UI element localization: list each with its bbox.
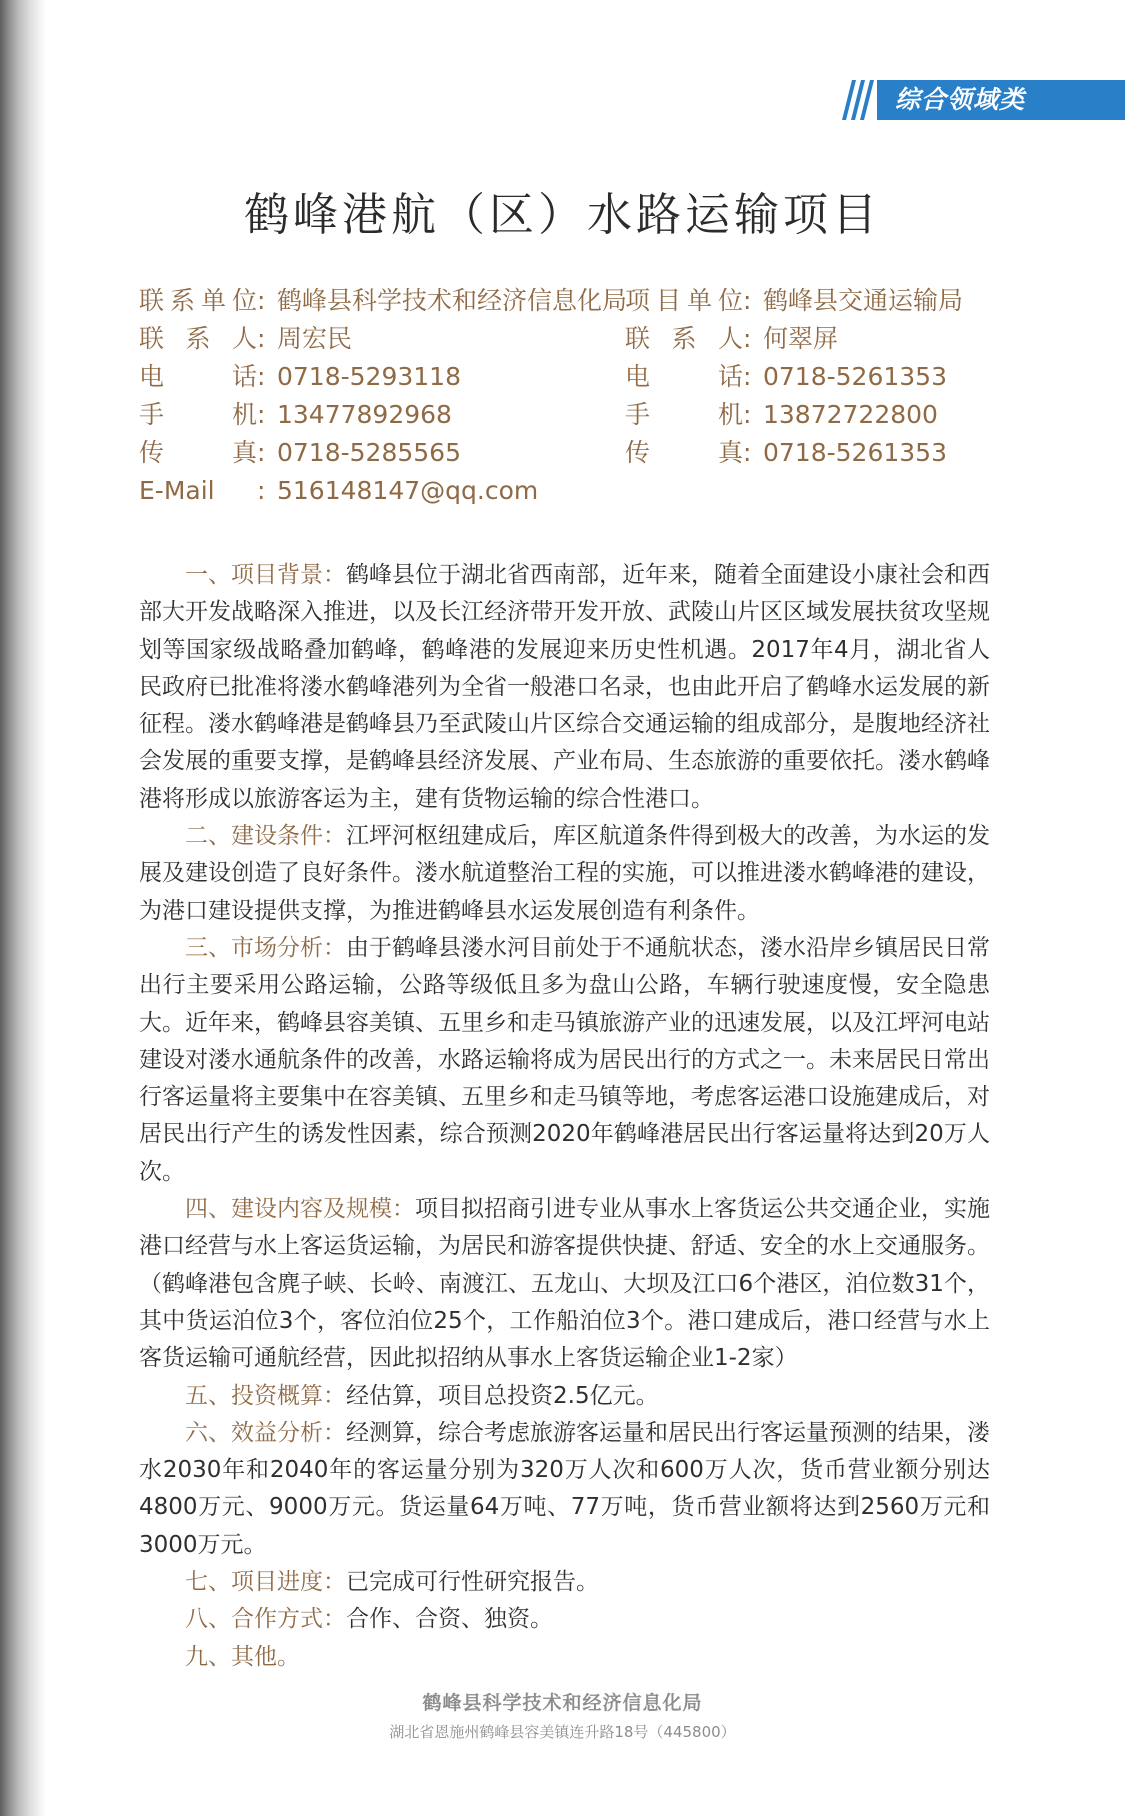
section-heading: 二、建设条件： [185,823,346,850]
project-description [139,557,990,1676]
section-text: 项目拟招商引进专业从事水上客货运公共交通企业，实施港口经营与水上客运货运输，为居民和游客提供快捷、舒适、安全的水上交通服务。（鹤峰港包含麂子峡、长岭、南渡江、五龙山、大坝及江口6个港区，泊位数31个，其中货运泊位3个，客位泊位25个，工作船泊位3个。港口建成后，港口经营与水上客货运输可通航经营，因此拟招纳从事水上客货运输企业1-2家） [139,1196,990,1372]
section-background [139,557,990,818]
section-heading: 三、市场分析： [185,934,346,961]
section-heading: 一、项目背景： [185,562,346,588]
page-title: 鹤峰港航（区）水路运输项目 [243,188,881,241]
contact-value: 0718-5261353 [763,362,947,391]
section-text: 江坪河枢纽建成后，库区航道条件得到极大的改善，为水运的发展及建设创造了良好条件。溇水航道整治工程的实施，可以推进溇水鹤峰港的建设，为港口建设提供支撑，为推进鹤峰县水运发展创造有利条件。 [139,823,990,924]
footer-organization: 鹤峰县科学技术和经济信息化局 [422,1692,703,1714]
contact-value: 鹤峰县交通运输局 [763,286,964,315]
section-scope [139,1191,990,1377]
page-binding-shadow [0,0,46,1816]
contact-value: 13872722800 [763,400,938,429]
contact-label: 手机 [139,400,257,429]
section-text: 经测算，综合考虑旅游客运量和居民出行客运量预测的结果，溇水2030年和2040年的客运量分别为320万人次和600万人次，货币营业额分别达4800万元、9000万元。货运量64万吨、77万吨，货币营业额将达到2560万元和3000万元。 [139,1419,990,1558]
section-text: 合作、合资、独资。 [346,1606,553,1633]
contact-value: 鹤峰县科学技术和经济信息化局 [277,286,628,315]
section-progress [139,1564,990,1601]
section-market [139,930,990,1191]
contact-value: 0718-5285565 [277,438,461,467]
section-heading: 六、效益分析： [185,1419,346,1446]
contact-value: 0718-5293118 [277,362,461,391]
contact-label: 传真 [139,438,257,467]
category-tag-label: 综合领域类 [877,80,1125,120]
section-other [139,1639,990,1676]
section-conditions [139,818,990,930]
section-heading: 四、建设内容及规模： [185,1196,415,1223]
category-tag [843,80,1125,120]
section-text: 经估算，项目总投资2.5亿元。 [346,1382,659,1409]
contact-value: 0718-5261353 [763,438,947,467]
contact-label: 联系人 [139,324,257,353]
page-footer [0,1688,1125,1742]
contact-value: 何翠屏 [763,324,839,353]
contact-label: E-Mail [139,476,215,505]
section-investment [139,1378,990,1415]
contact-label: 联系单位 [139,286,257,315]
section-text: 由于鹤峰县溇水河目前处于不通航状态，溇水沿岸乡镇居民日常出行主要采用公路运输，公路等级低且多为盘山公路，车辆行驶速度慢，安全隐患大。近年来，鹤峰县容美镇、五里乡和走马镇旅游产业的迅速发展，以及江坪河电站建设对溇水通航条件的改善，水路运输将成为居民出行的方式之一。未来居民日常出行客运量将主要集中在容美镇、五里乡和走马镇等地，考虑客运港口设施建成后，对居民出行产生的诱发性因素，综合预测2020年鹤峰港居民出行客运量将达到20万人次。 [139,934,990,1185]
email-link[interactable]: 516148147@qq.com [277,476,539,505]
contact-value: 13477892968 [277,400,452,429]
section-cooperation [139,1601,990,1638]
section-heading: 八、合作方式： [185,1606,346,1633]
contact-value: 周宏民 [277,324,353,353]
section-heading: 九、其他。 [185,1643,300,1670]
section-heading: 七、项目进度： [185,1569,346,1596]
section-benefits [139,1415,990,1564]
footer-address: 湖北省恩施州鹤峰县容美镇连升路18号（445800） [389,1723,736,1741]
contact-label: 电话 [625,362,743,391]
section-heading: 五、投资概算： [185,1382,346,1409]
contact-label: 传真 [625,438,743,467]
contact-label: 项目单位 [625,286,743,315]
contact-label: 手机 [625,400,743,429]
section-text: 已完成可行性研究报告。 [346,1569,599,1596]
contact-label: 电话 [139,362,257,391]
section-text: 鹤峰县位于湖北省西南部，近年来，随着全面建设小康社会和西部大开发战略深入推进，以及长江经济带开发开放、武陵山片区区域发展扶贫攻坚规划等国家级战略叠加鹤峰，鹤峰港的发展迎来历史性机遇。2017年4月，湖北省人民政府已批准将溇水鹤峰港列为全省一般港口名录，也由此开启了鹤峰水运发展的新征程。溇水鹤峰港是鹤峰县乃至武陵山片区综合交通运输的组成部分，是腹地经济社会发展的重要支撑，是鹤峰县经济发展、产业布局、生态旅游的重要依托。溇水鹤峰港将形成以旅游客运为主，建有货物运输的综合性港口。 [139,562,990,812]
contact-label: 联系人 [625,324,743,353]
